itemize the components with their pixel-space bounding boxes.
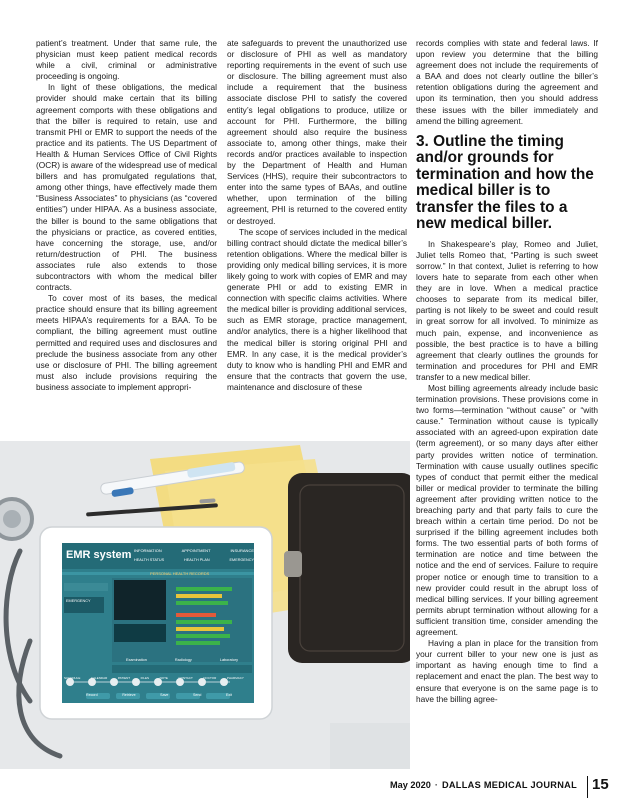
article-column-1 (36, 38, 217, 393)
paragraph: In light of these obligations, the medical provider should make certain that its billing agreement comports with these obligations and that the biller is required to retain, use and transmit PHI or EMR to support the needs of the practice and its patients. The US Department of Health & Human Services Office of Civil Rights (OCR) is aware of the widespread use of medical billers and has promulgated regulations that, among other things, have effectively made them “Business Associates” to physicians (as “covered entities”) under HIPAA. As a business associate, the biller is bound to the same obligations that the physicians or practice, as covered entities, have concerning the storage, use, and/or return/destruction of PHI. The business associates rule also extends to those subcontractors with whom the medical biller contracts. (36, 82, 217, 293)
journal-name: DALLAS MEDICAL JOURNAL (441, 780, 577, 790)
paragraph: Having a plan in place for the transition from your current biller to your new one is just as important as having enough time to find a replacement and enact the plan. The best way to ensure that everyone is on the same page is to have the billing agree- (416, 638, 598, 704)
footer-separator: · (434, 780, 438, 790)
section-heading: 3. Outline the timing and/or grounds for termination and how the medical biller is to transfer the files to a new medical biller. (416, 132, 594, 233)
tab-insurance[interactable]: INSURANCE (230, 548, 254, 553)
nav-files[interactable]: FILES (140, 676, 149, 680)
paragraph: The scope of services included in the medical billing contract should dictate the medical biller’s retention obligations. Where the medical biller is providing only medical billing services, it is more likely going to work with copies of EMR and may generate PHI or add to existing EMR in connection with specific claims activities. Where the medical biller is providing additional services, such as EMR storage, practice management, and/or analytics, there is a higher likelihood that the medical biller is storing original PHI and EMR. In any case, it is the medical provider’s duty to know who is handling PHI and EMR and ensure that the contracts that govern the use, maintenance and disclosure of these (227, 226, 407, 392)
exit-button[interactable]: Exit (225, 693, 232, 697)
article-photo (0, 441, 410, 769)
nav-schedule[interactable]: SCHEDULE (64, 676, 81, 680)
tab-radiology[interactable]: Radiology (174, 658, 192, 662)
paragraph: records complies with state and federal laws. If upon review you determine that the billing agreement does not include the requirements of a BAA and does not clearly outline the biller’s retention obligations during the agreement and upon its termination, then you should address these issues with the biller immediately and amend the billing agreement. (416, 38, 598, 126)
paragraph: In Shakespeare’s play, Romeo and Juliet, Juliet tells Romeo that, “Parting is such sweet sorrow.” In that context, Juliet is referring to how lovers hate to separate from each other when they are in love. When a medical practice chooses to separate from its medical biller, parting is not likely to be sweet and could result in great sorrow for all involved. To minimize as much pain, expense, and inconvenience as possible, the best practice is to have a billing agreement that clearly outlines the grounds for termination and procedures for PHI and EMR transfer to a new medical biller. (416, 238, 598, 382)
nav-note[interactable]: NOTE (159, 676, 168, 680)
paragraph: To cover most of its bases, the medical practice should ensure that its billing agreement meets HIPAA’s requirements for a BAA. To be compliant, the billing agreement must outline permitted and required uses and disclosures and preclude the business associate from any other use or disclosure of PHI. The billing agreement must also include provisions requiring the business associate to implement appropri- (36, 293, 217, 392)
nav-pharmacy[interactable]: PHARMACY (226, 676, 244, 680)
tab-appointment[interactable]: APPOINTMENT (181, 548, 211, 553)
save-button[interactable]: Save (160, 693, 169, 697)
article-column-2 (227, 38, 407, 393)
emr-logo: EMR system (66, 549, 132, 561)
footer-text (390, 780, 577, 790)
nav-contact[interactable]: CONTACT (178, 676, 193, 680)
tab-examination[interactable]: Examination (126, 658, 147, 662)
footer-divider (587, 776, 588, 798)
panel-title: PERSONAL HEALTH RECORDS (150, 571, 210, 576)
retrieve-button[interactable]: Retrieve (122, 693, 136, 697)
subtab-emergency[interactable]: EMERGENCY (229, 558, 254, 562)
tab-information[interactable]: INFORMATION (134, 548, 162, 553)
paragraph: patient’s treatment. Under that same rule, the physician must keep patient medical records while a civil, criminal or administrative proceeding is ongoing. (36, 38, 217, 82)
issue-date: May 2020 (390, 780, 431, 790)
wallet-icon (284, 473, 410, 663)
paragraph: ate safeguards to prevent the unauthorized use or disclosure of PHI as well as mandatory reporting requirements in the event of such use or disclosure. The billing agreement must also include a requirement that the business associate disclose PHI to satisfy the covered entity’s legal obligations to produce, utilize or account for PHI. Furthermore, the billing agreement should also require the business associate to, among other things, make their records and/or practices available to inspection by the Department of Health and Human Services (HHS), require their subcontractors to enter into the same types of BAAs, and outline whether, upon termination of the billing agreement, PHI is returned to the covered entity or destroyed. (227, 38, 407, 226)
page-footer (0, 776, 625, 808)
nav-patient[interactable]: PATIENT (117, 676, 131, 680)
emergency-button[interactable]: EMERGENCY (66, 599, 91, 603)
tab-laboratory[interactable]: Laboratory (219, 658, 238, 662)
paragraph: Most billing agreements already include basic termination provisions. These provisions come in two forms—termination “without cause” or “with cause.” Termination without cause is typically associated with an agreed-upon expiration date (term agreement), or so many days after either party provides written notice of termination. Termination with cause usually outlines specific types of conduct that permit either the medical biller or medical provider to terminate the billing agreement after providing written notice to the breaching party and that party fails to cure the breach within a certain time period. Do not be surprised if the billing agreement includes both forms. The two essential parts of both forms of termination are notice and time between the notice and the end of services. Failure to require proper notice or enough time to transition to a new provider could result in the abrupt loss of medical billing services. If your billing agreement permits abrupt termination without allowing for a sufficient transition time, consider amending the agreement. (416, 382, 598, 638)
nav-doctor[interactable]: DOCTOR (203, 676, 217, 680)
subtab-health-status[interactable]: HEALTH STATUS (134, 558, 165, 562)
record-button[interactable]: Record (86, 693, 98, 697)
page-number: 15 (592, 776, 609, 793)
subtab-health-plan[interactable]: HEALTH PLAN (184, 558, 210, 562)
send-button[interactable]: Send (192, 693, 202, 697)
nav-calendar[interactable]: CALENDAR (90, 676, 108, 680)
article-column-3 (416, 38, 598, 705)
